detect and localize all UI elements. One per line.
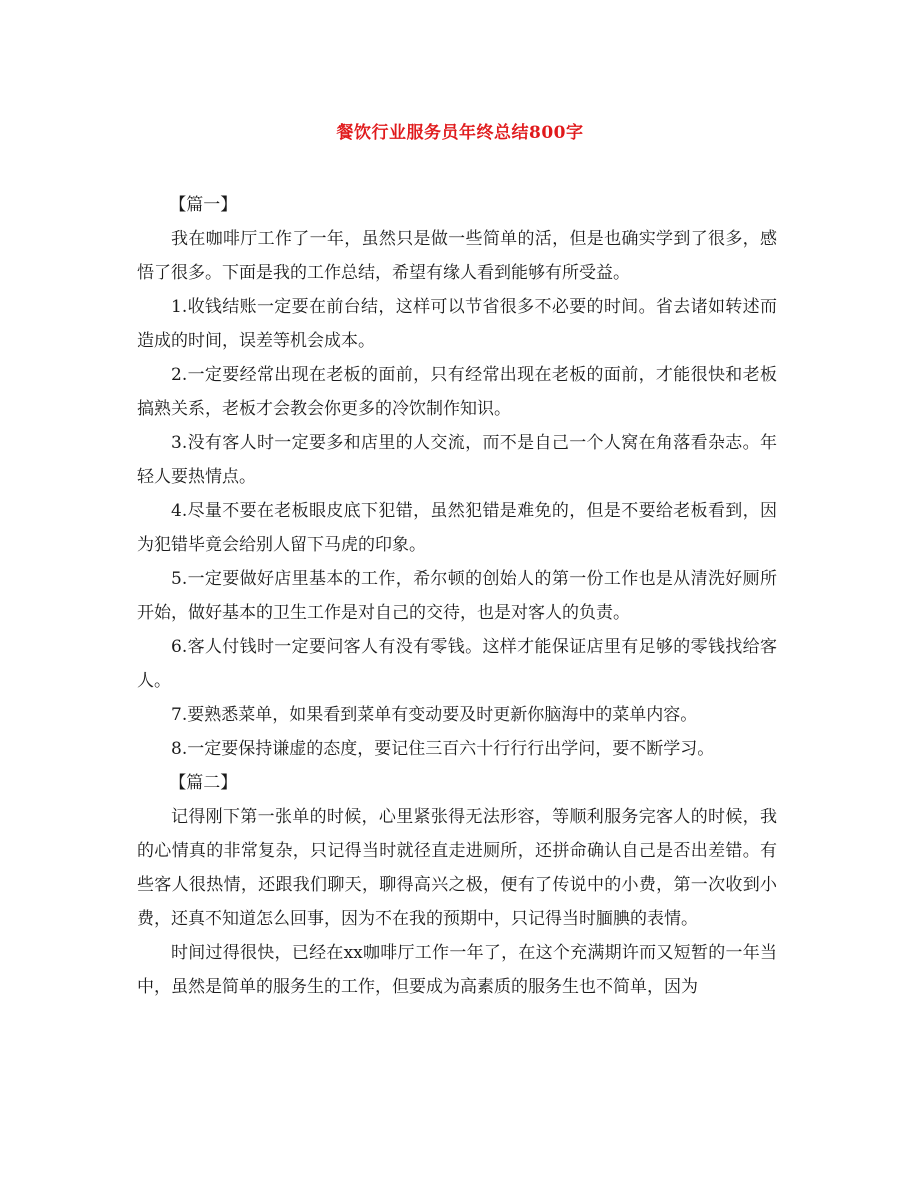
list-item: 6.客人付钱时一定要问客人有没有零钱。这样才能保证店里有足够的零钱找给客人。 (137, 637, 777, 691)
paragraph: 我在咖啡厅工作了一年，虽然只是做一些简单的活，但是也确实学到了很多，感悟了很多。下面是我的工作总结，希望有缘人看到能够有所受益。 (137, 229, 777, 283)
list-item: 2.一定要经常出现在老板的面前，只有经常出现在老板的面前，才能很快和老板搞熟关系，老板才会教会你更多的冷饮制作知识。 (137, 365, 777, 419)
list-item: 5.一定要做好店里基本的工作，希尔顿的创始人的第一份工作也是从清洗好厕所开始，做好基本的卫生工作是对自己的交待，也是对客人的负责。 (137, 569, 777, 623)
section-heading: 【篇一】 (169, 195, 238, 215)
list-item: 1.收钱结账一定要在前台结，这样可以节省很多不必要的时间。省去诸如转述而造成的时间，误差等机会成本。 (137, 297, 777, 351)
paragraph: 时间过得很快，已经在xx咖啡厅工作一年了，在这个充满期许而又短暂的一年当中，虽然是简单的服务生的工作，但要成为高素质的服务生也不简单，因为 (137, 943, 777, 997)
document-title: 餐饮行业服务员年终总结800字 (336, 123, 584, 143)
section-heading: 【篇二】 (169, 773, 238, 793)
list-item: 4.尽量不要在老板眼皮底下犯错，虽然犯错是难免的，但是不要给老板看到，因为犯错毕竟会给别人留下马虎的印象。 (137, 501, 777, 555)
document-body (137, 188, 777, 1004)
list-item: 3.没有客人时一定要多和店里的人交流，而不是自己一个人窝在角落看杂志。年轻人要热情点。 (137, 433, 777, 487)
paragraph: 记得刚下第一张单的时候，心里紧张得无法形容，等顺利服务完客人的时候，我的心情真的非常复杂，只记得当时就径直走进厕所，还拼命确认自己是否出差错。有些客人很热情，还跟我们聊天，聊得高兴之极，便有了传说中的小费，第一次收到小费，还真不知道怎么回事，因为不在我的预期中，只记得当时腼腆的表情。 (137, 807, 777, 929)
list-item: 7.要熟悉菜单，如果看到菜单有变动要及时更新你脑海中的菜单内容。 (171, 705, 698, 725)
list-item: 8.一定要保持谦虚的态度，要记住三百六十行行行出学问，要不断学习。 (171, 739, 715, 759)
